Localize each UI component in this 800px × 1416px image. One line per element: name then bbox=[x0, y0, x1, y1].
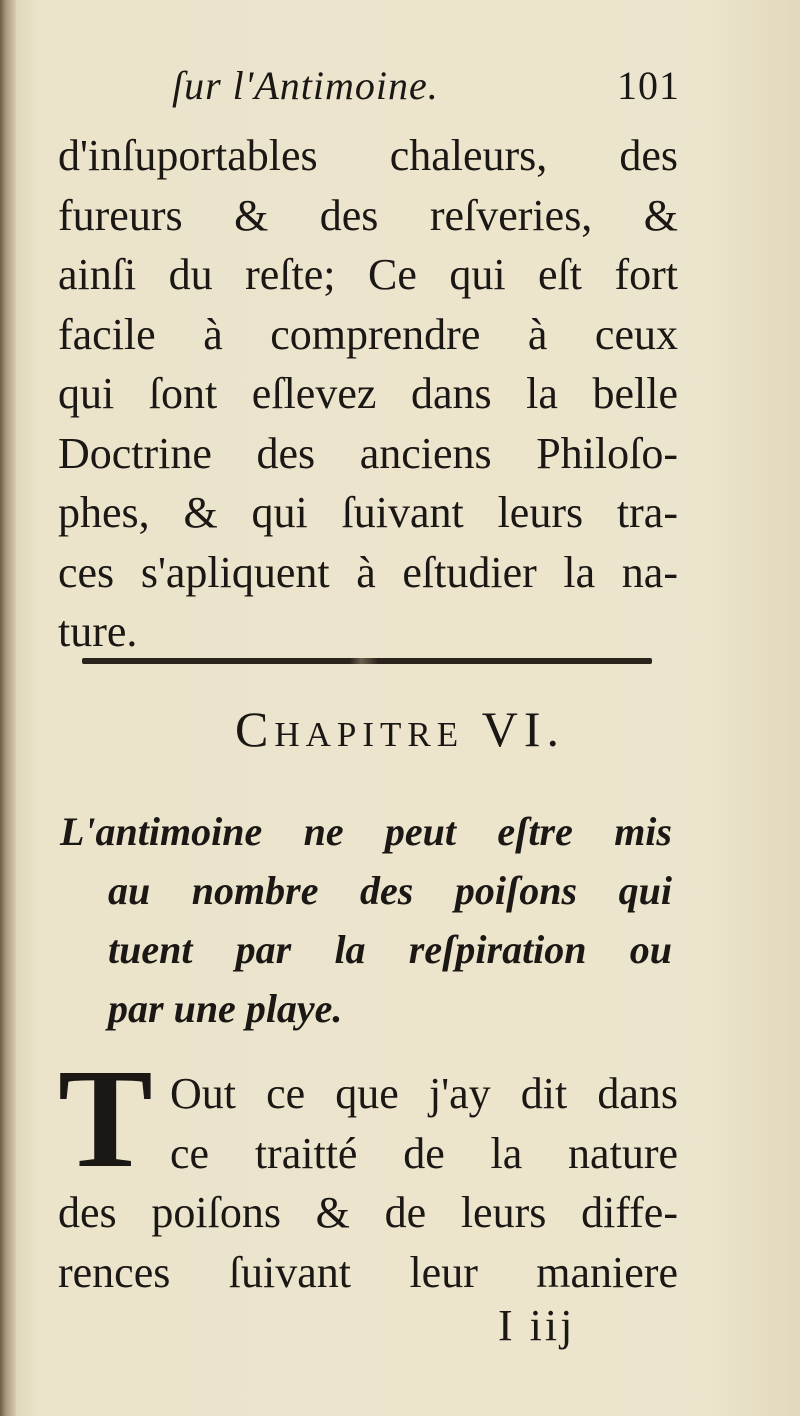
running-head: ſur l'Antimoine. bbox=[172, 63, 439, 108]
section-divider-rule bbox=[82, 658, 652, 664]
chapter-summary bbox=[60, 802, 672, 1038]
text-line: Doctrine des anciens Philoſo- bbox=[58, 428, 678, 478]
text-line: ainſi du reſte; Ce qui eſt fort bbox=[58, 250, 678, 299]
paragraph-continued bbox=[58, 126, 678, 662]
summary-line: tuent par la reſpiration ou bbox=[108, 927, 672, 972]
drop-cap-letter: T bbox=[58, 1039, 153, 1197]
summary-line: L'antimoine ne peut eſtre mis bbox=[60, 809, 672, 854]
text-line: phes, & qui ſuivant leurs tra- bbox=[58, 488, 678, 537]
text-line: Out ce que j'ay dit dans bbox=[170, 1069, 678, 1118]
text-line: d'inſuportables chaleurs, des bbox=[58, 131, 678, 180]
text-line: des poiſons & de leurs diffe- bbox=[58, 1188, 678, 1237]
text-line: ture. bbox=[58, 607, 138, 656]
chapter-heading: Chapitre VI. bbox=[235, 701, 565, 757]
text-line: ces s'apliquent à eſtudier la na- bbox=[58, 547, 678, 597]
text-line: ce traitté de la nature bbox=[170, 1128, 678, 1178]
text-line: qui ſont eſlevez dans la belle bbox=[58, 369, 678, 418]
summary-line: au nombre des poiſons qui bbox=[108, 868, 672, 913]
text-line: fureurs & des reſveries, & bbox=[58, 190, 678, 240]
signature-mark: I iij bbox=[498, 1301, 576, 1350]
page-number: 101 bbox=[617, 63, 680, 108]
summary-line: par une playe. bbox=[108, 986, 343, 1031]
text-line: facile à comprendre à ceux bbox=[58, 309, 678, 359]
page-header bbox=[60, 62, 680, 114]
chapter-paragraph bbox=[58, 1039, 678, 1302]
text-line: rences ſuivant leur maniere bbox=[58, 1247, 678, 1297]
